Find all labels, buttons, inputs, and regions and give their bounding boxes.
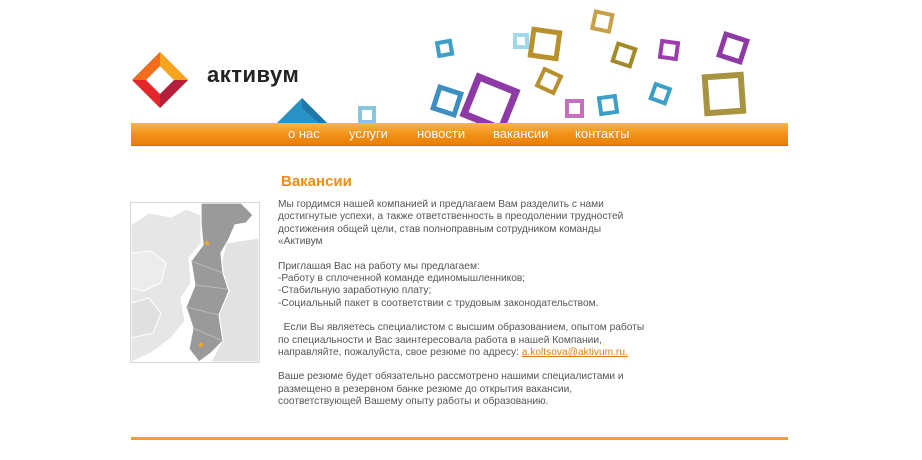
intro-paragraph: Мы гордимся нашей компанией и предлагаем Вам разделить с нами достигнутые успехи, а также ответственность в преодолении трудностей достижения общей цели, став полноправным сотрудником команды «Активум xyxy=(278,199,624,248)
email-link[interactable]: a.koltsova@aktivum.ru. xyxy=(521,347,628,359)
closing-paragraph: Ваше резюме будет обязательно рассмотрено нашими специалистами и размещено в резервном банке резюме до открытия вакансии, соответствующей Вашему опыту работы и образованию. xyxy=(278,371,624,408)
page-title: Вакансии xyxy=(281,173,352,190)
offer-item: -Работу в сплоченной команде единомышленников; xyxy=(278,273,526,285)
apply-text: Если Вы являетесь специалистом с высшим образованием, опытом работы по специальности и Вас заинтересовала работа в нашей Компании, направляйте, пожалуйста, свое резюме по адресу: xyxy=(278,322,648,359)
region-map-image xyxy=(130,202,260,363)
main-nav xyxy=(131,123,788,146)
offer-item: -Стабильную заработную плату; xyxy=(278,285,432,297)
nav-item-about[interactable]: о нас xyxy=(288,126,320,141)
nav-item-services[interactable]: услуги xyxy=(349,126,388,141)
brand-name: активум xyxy=(207,62,300,87)
nav-item-news[interactable]: новости xyxy=(417,126,466,141)
vacancy-description xyxy=(278,199,648,409)
offer-heading: Приглашая Вас на работу мы предлагаем: xyxy=(278,260,480,272)
nav-item-contacts[interactable]: контакты xyxy=(575,126,630,141)
footer-divider xyxy=(131,437,788,440)
region-map-icon xyxy=(131,203,259,362)
decorative-cubes xyxy=(260,0,780,124)
offer-item: -Социальный пакет в соответствии с трудовым законодательством. xyxy=(278,297,599,309)
apply-paragraph xyxy=(278,322,648,359)
nav-item-vacancies[interactable]: вакансии xyxy=(493,126,549,141)
activum-logo-icon[interactable] xyxy=(130,50,190,110)
